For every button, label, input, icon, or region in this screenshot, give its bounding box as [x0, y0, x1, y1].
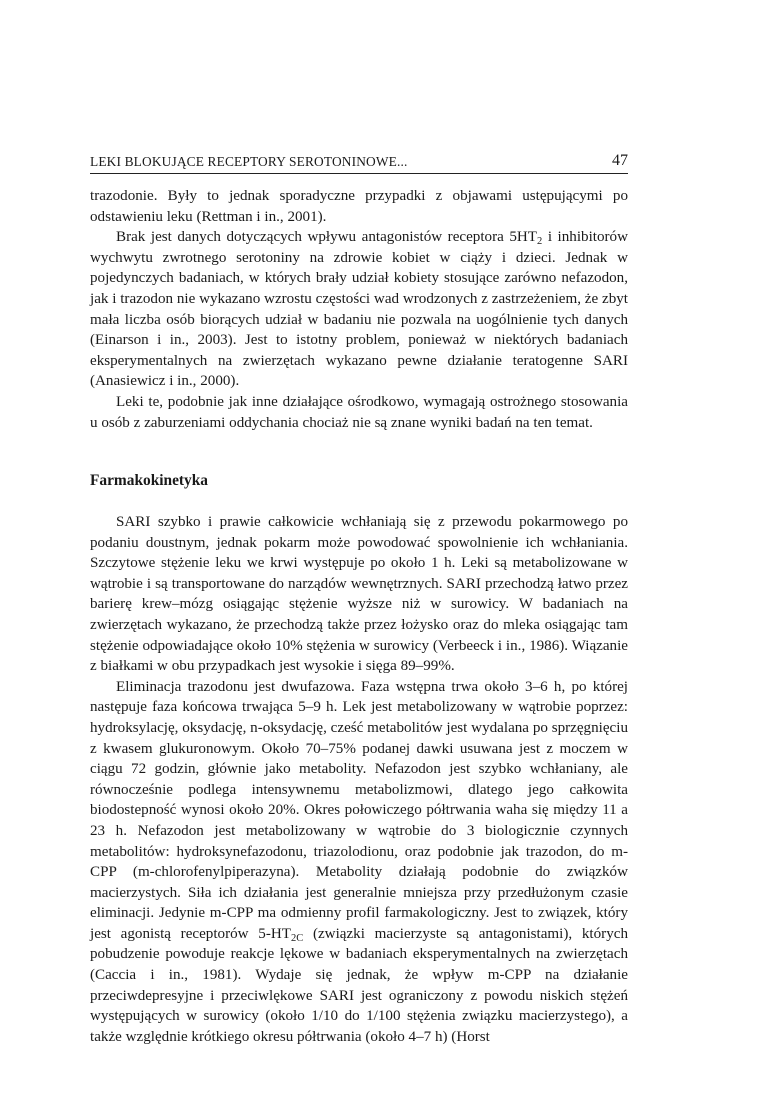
paragraph: [90, 677, 628, 1048]
paragraph: [90, 512, 628, 677]
paragraph-text: Brak jest danych dotyczących wpływu antagonistów receptora 5HT: [116, 229, 538, 246]
paragraph-text: (związki macierzyste są antagonistami), których pobudzenie powoduje reakcje lękowe w badaniach eksperymentalnych na zwierzętach (Caccia i in., 1981). Wydaje się jednak, że wpływ m-CPP na działanie przeciwdepresyjne i przeciwlękowe SARI jest ograniczony z powodu niskich stężeń występujących w surowicy (około 1/10 do 1/100 stężenia związku macierzystego), a także względnie krótkiego okresu półtrwania (około 4–7 h) (Horst: [90, 925, 628, 1045]
section-heading: Farmakokinetyka: [90, 472, 208, 489]
subscript: 2C: [290, 932, 304, 944]
paragraph: [90, 392, 628, 433]
running-title: LEKI BLOKUJĄCE RECEPTORY SEROTONINOWE...: [90, 154, 408, 169]
paragraph-text: Eliminacja trazodonu jest dwufazowa. Faza wstępna trwa około 3–6 h, po której następuje faza końcowa trwająca 5–9 h. Lek jest metabolizowany w wątrobie poprzez: hydroksylację, oksydację, n-oksydację, cześć metabolitów jest wydalana po sprzęgnięciu z kwasem glukuronowym. Około 70–75% podanej dawki usuwana jest z moczem w ciągu 72 godzin, głównie jako metabolity. Nefazodon jest szybko wchłaniany, ale równocześnie podlega intensywnemu metabolizmowi, dlatego jego całkowita biodostepność wynosi około 20%. Okres połowiczego półtrwania waha się między 11 a 23 h. Nefazodon jest metabolizowany w wątrobie do 3 biologicznie czynnych metabolitów: hydroksynefazodonu, triazolodionu, oraz podobnie jak trazodon, do m-CPP (m-chlorofenylpiperazyna). Metabolity działają podobnie do związków macierzystych. Siła ich działania jest generalnie mniejsza przy przedłużonym czasie eliminacji. Jedynie m-CPP ma odmienny profil farmakologiczny. Jest to związek, który jest agonistą receptorów 5-HT: [90, 678, 628, 942]
section-text: [90, 512, 628, 1047]
paragraph-text: Leki te, podobnie jak inne działające ośrodkowo, wymagają ostrożnego stosowania u osób z zaburzeniami oddychania chociaż nie są znane wyniki badań na ten temat.: [90, 393, 628, 431]
paragraph: [90, 186, 628, 227]
page-number: 47: [612, 152, 628, 169]
paragraph-text: i inhibitorów wychwytu zwrotnego serotoniny na zdrowie kobiet w ciąży i dzieci. Jednak w pojedynczych badaniach, w których brały udział kobiety stosujące zarówno nefazodon, jak i trazodon nie wykazano wzrostu częstości wad wrodzonych z zastrzeżeniem, że zbyt mała liczba osób biorących udział w badaniu nie pozwala na uogólnienie tych danych (Einarson i in., 2003). Jest to istotny problem, ponieważ w niektórych badaniach eksperymentalnych na zwierzętach wykazano pewne działanie teratogenne SARI (Anasiewicz i in., 2000).: [90, 229, 628, 390]
paragraph-text: SARI szybko i prawie całkowicie wchłaniają się z przewodu pokarmowego po podaniu doustnym, jednak pokarm może powodować spowolnienie ich wchłaniania. Szczytowe stężenie leku we krwi występuje po około 1 h. Leki są metabolizowane w wątrobie i są transportowane do narządów wewnętrznych. SARI przechodzą łatwo przez barierę krew–mózg osiągając stężenie wyższe niż w surowicy. W badaniach na zwierzętach wykazano, że przechodzą także przez łożysko oraz do mleka osiągając tam stężenie odpowiadające około 10% stężenia w surowicy (Verbeeck i in., 1986). Wiązanie z białkami w obu przypadkach jest wysokie i sięga 89–99%.: [90, 514, 628, 675]
paragraph-text: trazodonie. Były to jednak sporadyczne przypadki z objawami ustępującymi po odstawieniu leku (Rettman i in., 2001).: [90, 188, 628, 225]
intro-text: [90, 186, 628, 433]
paragraph: [90, 227, 628, 392]
running-header: [90, 149, 628, 174]
subscript: 2: [537, 236, 543, 248]
